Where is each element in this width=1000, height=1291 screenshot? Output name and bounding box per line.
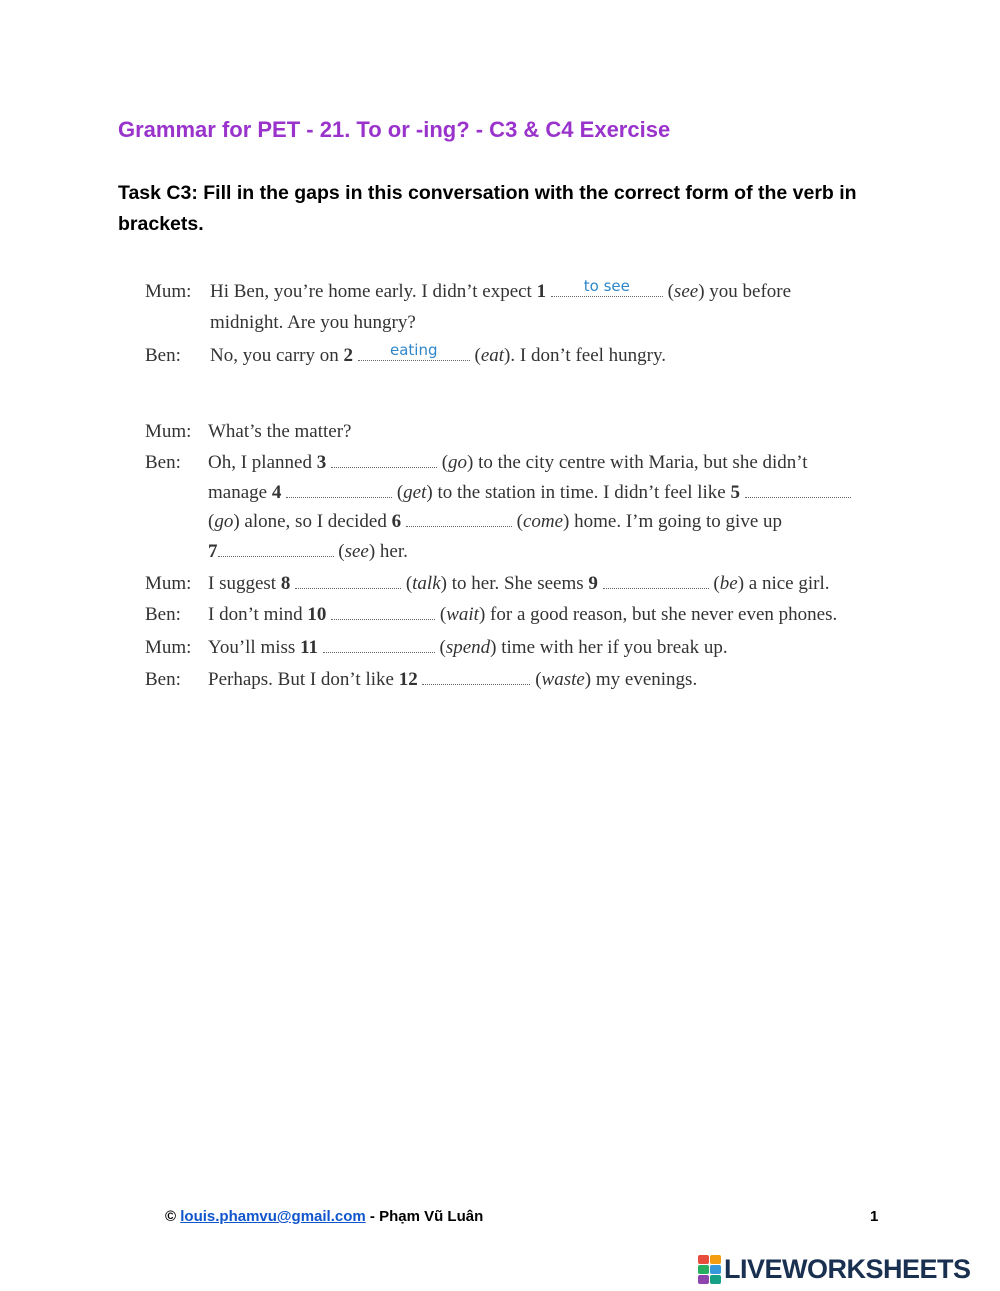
answer-gap-12[interactable] bbox=[422, 670, 530, 685]
answer-gap-3[interactable] bbox=[331, 453, 437, 468]
author-email-link[interactable]: louis.phamvu@gmail.com bbox=[180, 1208, 366, 1225]
handwritten-answer-1: to see bbox=[583, 277, 630, 295]
brand-name: LIVEWORKSHEETS bbox=[724, 1253, 971, 1284]
answer-gap-6[interactable] bbox=[406, 512, 512, 527]
logo-blocks-icon bbox=[698, 1255, 721, 1284]
dialogue-line-4b: manage 4 (get) to the station in time. I didn’t feel like 5 bbox=[208, 482, 851, 504]
answer-gap-7[interactable] bbox=[218, 542, 334, 557]
handwritten-answer-2: eating bbox=[390, 341, 438, 359]
dialogue-line-4: Oh, I planned 3 (go) to the city centre with Maria, but she didn’t bbox=[208, 452, 808, 473]
dialogue-line-1b: midnight. Are you hungry? bbox=[210, 312, 416, 333]
speaker-label: Mum: bbox=[145, 281, 192, 302]
speaker-label: Ben: bbox=[145, 604, 181, 625]
speaker-label: Ben: bbox=[145, 669, 181, 690]
dialogue-line-5: I suggest 8 (talk) to her. She seems 9 (be) a nice girl. bbox=[208, 573, 830, 594]
answer-gap-10[interactable] bbox=[331, 605, 435, 620]
dialogue-line-7: You’ll miss 11 (spend) time with her if you break up. bbox=[208, 637, 728, 658]
answer-gap-1[interactable] bbox=[551, 277, 663, 297]
speaker-label: Ben: bbox=[145, 452, 181, 473]
dialogue-line-2: No, you carry on 2 eating (eat). I don’t feel hungry. bbox=[210, 341, 667, 366]
dialogue-line-3: What’s the matter? bbox=[208, 421, 352, 442]
dialogue-line-8: Perhaps. But I don’t like 12 (waste) my evenings. bbox=[208, 669, 698, 690]
footer-credit: © louis.phamvu@gmail.com - Phạm Vũ Luân bbox=[165, 1208, 484, 1225]
speaker-label: Mum: bbox=[145, 573, 192, 594]
dialogue-line-6: I don’t mind 10 (wait) for a good reason, but she never even phones. bbox=[208, 604, 838, 625]
speaker-label: Mum: bbox=[145, 421, 192, 442]
dialogue-line-1: Hi Ben, you’re home early. I didn’t expect 1 to see (see) you before bbox=[210, 277, 792, 302]
dialogue-line-4c: (go) alone, so I decided 6 (come) home. I’m going to give up bbox=[208, 511, 783, 532]
task-instruction: Task C3: Fill in the gaps in this conversation with the correct form of the verb in brackets. bbox=[118, 182, 857, 235]
speaker-label: Mum: bbox=[145, 637, 192, 658]
liveworksheets-logo[interactable] bbox=[698, 1254, 971, 1284]
answer-gap-5[interactable] bbox=[745, 483, 851, 498]
answer-gap-9[interactable] bbox=[603, 574, 709, 589]
answer-gap-11[interactable] bbox=[323, 638, 435, 653]
page-number: 1 bbox=[870, 1208, 879, 1225]
dialogue-line-4d: 7 (see) her. bbox=[208, 541, 408, 562]
answer-gap-2[interactable] bbox=[358, 341, 470, 361]
answer-gap-8[interactable] bbox=[295, 574, 401, 589]
speaker-label: Ben: bbox=[145, 345, 181, 366]
page-title: Grammar for PET - 21. To or -ing? - C3 & C4 Exercise bbox=[118, 117, 671, 142]
answer-gap-4[interactable] bbox=[286, 483, 392, 498]
